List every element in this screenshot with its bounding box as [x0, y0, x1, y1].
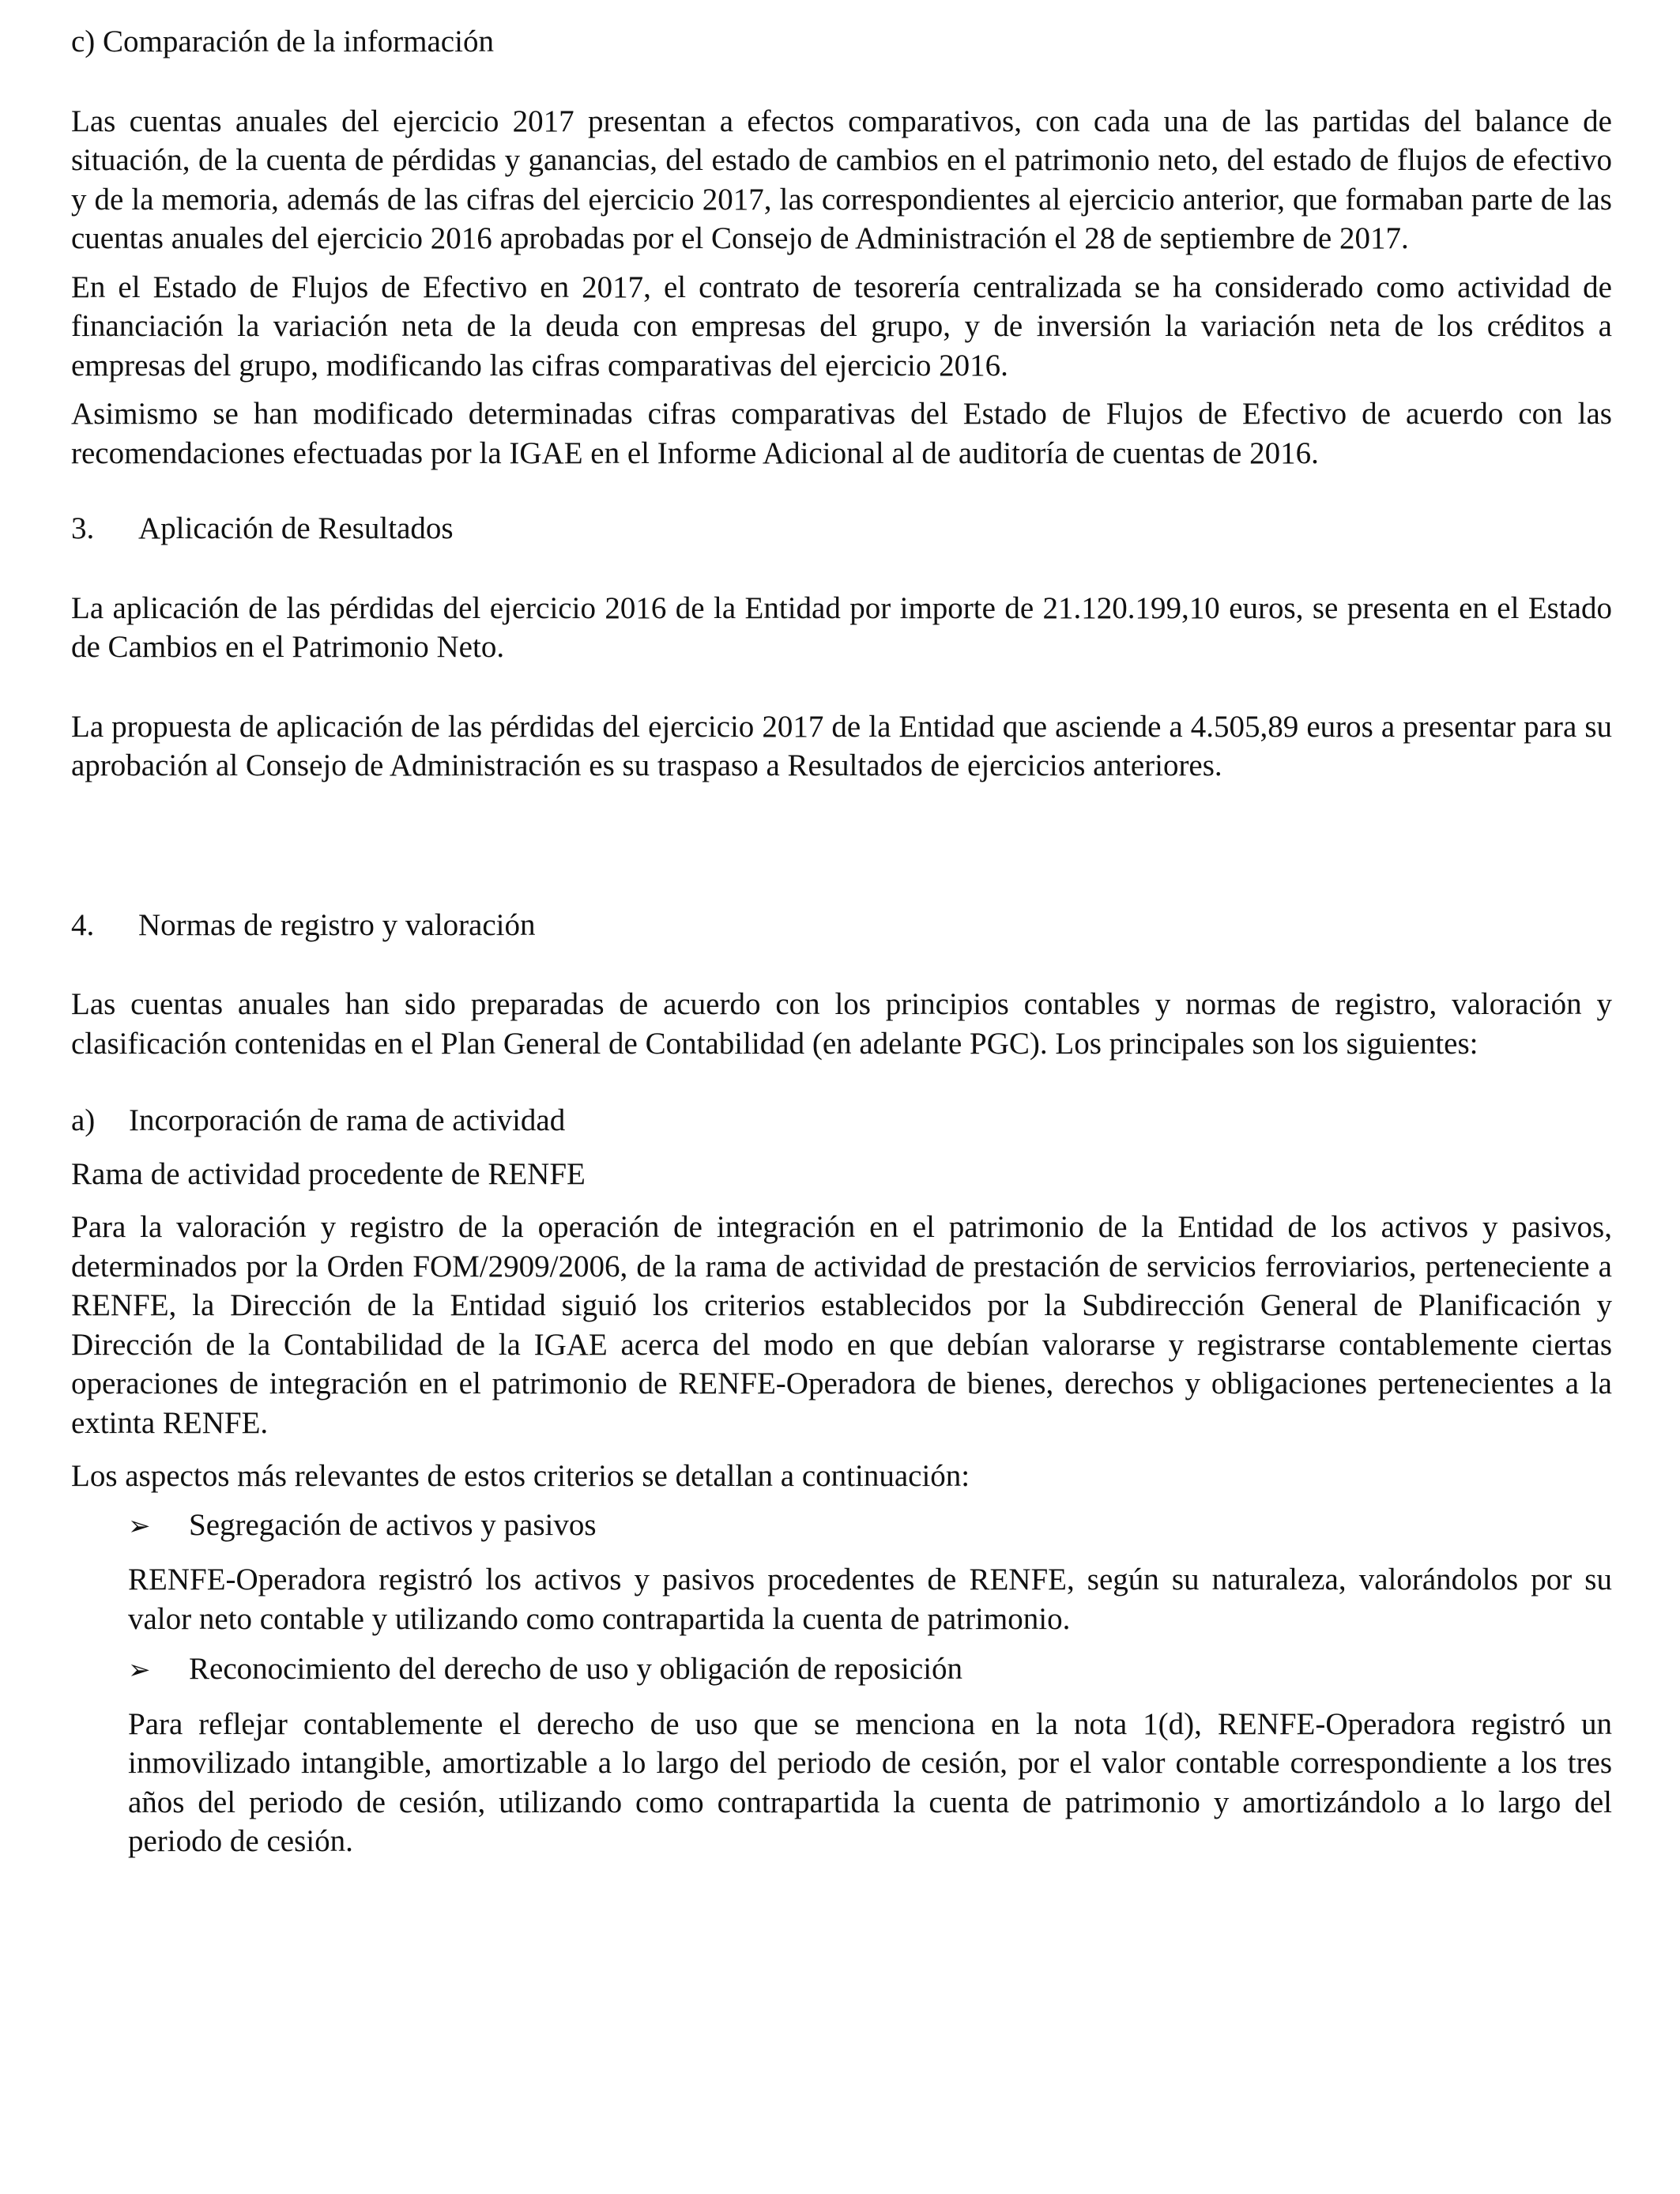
section-c-paragraph-3: Asimismo se han modificado determinadas cifras comparativas del Estado de Flujos de Efectivo de acuerdo con las recomendaciones efectuadas por la IGAE en el Informe Adicional al de auditoría de cuentas de 2016. — [71, 397, 1612, 470]
bullet-title: Reconocimiento del derecho de uso y obligación de reposición — [189, 1652, 963, 1686]
rama-title: Rama de actividad procedente de RENFE — [71, 1156, 586, 1191]
section-4-paragraph-3: Los aspectos más relevantes de estos criterios se detallan a continuación: — [71, 1459, 970, 1493]
arrow-bullet-icon: ➢ — [128, 1510, 151, 1542]
subsection-a-letter: a) — [71, 1103, 96, 1137]
bullet-text: RENFE-Operadora registró los activos y pasivos procedentes de RENFE, según su naturaleza, valorándolos por su valor neto contable y utilizando como contrapartida la cuenta de patrimonio. — [128, 1563, 1612, 1636]
section-3-heading — [71, 509, 1612, 548]
bullet-text: Para reflejar contablemente el derecho de uso que se menciona en la nota 1(d), RENFE-Operadora registró un inmovilizado intangible, amortizable a lo largo del periodo de cesión, por el valor contable correspondiente a los tres años del periodo de cesión, utilizando como contrapartida la cuenta de patrimonio y amortizándolo a lo largo del periodo de cesión. — [128, 1706, 1612, 1858]
section-c-title: c) Comparación de la información — [71, 25, 494, 58]
section-c-paragraph-2: En el Estado de Flujos de Efectivo en 2017, el contrato de tesorería centralizada se ha considerado como actividad de financiación la variación neta de la deuda con empresas del grupo, y de inversión la variación neta de los créditos a empresas del grupo, modificando las cifras comparativas del ejercicio 2016. — [71, 270, 1612, 383]
subsection-a-title: Incorporación de rama de actividad — [129, 1103, 566, 1137]
section-3-paragraph-2: La propuesta de aplicación de las pérdidas del ejercicio 2017 de la Entidad que asciende a 4.505,89 euros a presentar para su aprobación al Consejo de Administración es su traspaso a Resultados de ejercicios anteriores. — [71, 709, 1612, 782]
section-4-paragraph-2: Para la valoración y registro de la operación de integración en el patrimonio de la Entidad de los activos y pasivos, determinados por la Orden FOM/2909/2006, de la rama de actividad de prestación de servicios ferroviarios, perteneciente a RENFE, la Dirección de la Entidad siguió los criterios establecidos por la Subdirección General de Planificación y Dirección de la Contabilidad de la IGAE acerca del modo en que debían valorarse y registrarse contablemente ciertas operaciones de integración en el patrimonio de RENFE-Operadora de bienes, derechos y obligaciones pertenecientes a la extinta RENFE. — [71, 1210, 1612, 1440]
bullet-item — [71, 1649, 1612, 1691]
section-3-number: 3. — [71, 511, 95, 545]
subsection-a-heading — [71, 1101, 1612, 1140]
section-c-paragraph-1: Las cuentas anuales del ejercicio 2017 presentan a efectos comparativos, con cada una de las partidas del balance de situación, de la cuenta de pérdidas y ganancias, del estado de cambios en el patrimonio neto, del estado de flujos de efectivo y de la memoria, además de las cifras del ejercicio 2017, las correspondientes al ejercicio anterior, que formaban parte de las cuentas anuales del ejercicio 2016 aprobadas por el Consejo de Administración el 28 de septiembre de 2017. — [71, 104, 1612, 255]
section-4-paragraph-1: Las cuentas anuales han sido preparadas de acuerdo con los principios contables y normas de registro, valoración y clasificación contenidas en el Plan General de Contabilidad (en adelante PGC). Los principales son los siguientes: — [71, 987, 1612, 1061]
section-3-title: Aplicación de Resultados — [138, 511, 454, 545]
section-3-paragraph-1: La aplicación de las pérdidas del ejercicio 2016 de la Entidad por importe de 21.120.199,10 euros, se presenta en el Estado de Cambios en el Patrimonio Neto. — [71, 590, 1612, 664]
section-4-heading — [71, 906, 1612, 945]
bullet-item — [71, 1506, 1612, 1547]
section-4-number: 4. — [71, 907, 95, 942]
section-4-title: Normas de registro y valoración — [138, 907, 536, 942]
document-page — [71, 22, 1612, 1861]
bullet-title: Segregación de activos y pasivos — [189, 1507, 597, 1542]
arrow-bullet-icon: ➢ — [128, 1654, 151, 1686]
